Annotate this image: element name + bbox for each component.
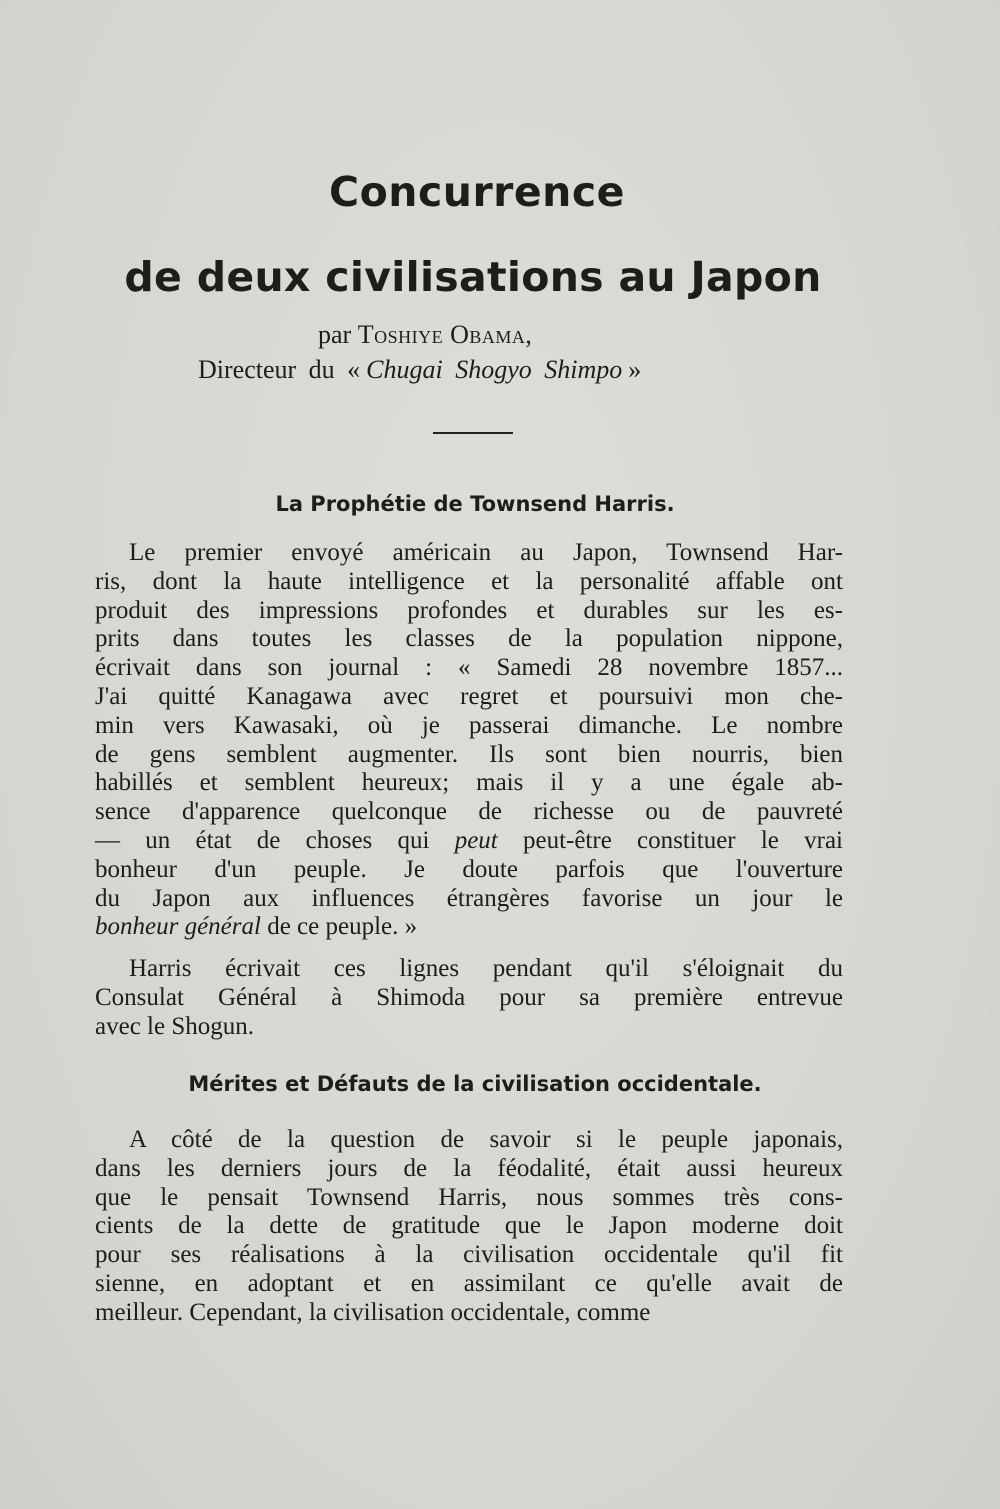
text-segment: produit des impressions profondes et durables sur les es- bbox=[95, 596, 843, 624]
text-segment: sence d'apparence quelconque de richesse ou de pauvreté bbox=[95, 798, 843, 826]
publication-name: Chugai Shogyo Shimpo bbox=[366, 355, 623, 384]
italic-text: peut bbox=[454, 826, 498, 854]
quote-close: » bbox=[628, 355, 642, 384]
article-title-line-2: de deux civilisations au Japon bbox=[124, 253, 822, 301]
text-line bbox=[95, 654, 843, 683]
text-line bbox=[95, 539, 843, 568]
text-line bbox=[95, 741, 843, 770]
text-line bbox=[95, 568, 843, 597]
text-line bbox=[95, 1013, 843, 1042]
text-segment: Le premier envoyé américain au Japon, Townsend Har- bbox=[129, 539, 843, 566]
author-name: Toshiye Obama, bbox=[357, 320, 533, 349]
text-line bbox=[95, 683, 843, 712]
text-line bbox=[95, 885, 843, 914]
text-line bbox=[95, 1155, 843, 1184]
role-prefix: Directeur du bbox=[198, 355, 335, 384]
paragraph bbox=[95, 1126, 843, 1328]
text-line bbox=[95, 1241, 843, 1270]
byline-prefix: par bbox=[318, 320, 352, 349]
text-segment: cients de la dette de gratitude que le Japon moderne doit bbox=[95, 1212, 843, 1240]
text-segment: min vers Kawasaki, où je passerai dimanche. Le nombre bbox=[95, 711, 843, 739]
text-segment: A côté de la question de savoir si le peuple japonais, bbox=[129, 1126, 843, 1153]
text-segment: J'ai quitté Kanagawa avec regret et poursuivi mon che- bbox=[95, 682, 843, 710]
text-line bbox=[95, 827, 843, 856]
text-segment: Consulat Général à Shimoda pour sa première entrevue bbox=[95, 983, 843, 1011]
text-line bbox=[95, 1126, 843, 1155]
text-segment: — un état de choses qui bbox=[95, 826, 455, 854]
text-line bbox=[95, 769, 843, 798]
text-line bbox=[95, 625, 843, 654]
text-segment: meilleur. Cependant, la civilisation occidentale, comme bbox=[95, 1298, 651, 1326]
text-segment: sienne, en adoptant et en assimilant ce qu'elle avait de bbox=[95, 1269, 843, 1297]
article-title-line-1: Concurrence bbox=[329, 168, 625, 216]
text-line bbox=[95, 1270, 843, 1299]
text-line bbox=[95, 1299, 843, 1328]
paragraph bbox=[95, 955, 843, 1041]
text-segment: habillés et semblent heureux; mais il y a une égale ab- bbox=[95, 769, 843, 797]
text-line bbox=[95, 1212, 843, 1241]
text-segment: dans les derniers jours de la féodalité, était aussi heureux bbox=[95, 1154, 843, 1182]
text-segment: de gens semblent augmenter. Ils sont bien nourris, bien bbox=[95, 740, 843, 768]
text-line bbox=[95, 798, 843, 827]
text-line bbox=[95, 856, 843, 885]
text-line bbox=[95, 1184, 843, 1213]
author-role bbox=[198, 355, 641, 385]
text-line bbox=[95, 913, 843, 942]
text-line bbox=[95, 984, 843, 1013]
text-segment: ris, dont la haute intelligence et la personalité affable ont bbox=[95, 567, 843, 595]
text-segment: pour ses réalisations à la civilisation occidentale qu'il fit bbox=[95, 1241, 843, 1269]
text-segment: peut-être constituer le vrai bbox=[497, 826, 843, 854]
text-line bbox=[95, 597, 843, 626]
text-segment: prits dans toutes les classes de la population nippone, bbox=[95, 625, 843, 653]
text-segment: bonheur d'un peuple. Je doute parfois que l'ouverture bbox=[95, 855, 843, 883]
section-heading: Mérites et Défauts de la civilisation occidentale. bbox=[188, 1072, 762, 1096]
byline bbox=[318, 320, 532, 350]
quote-open: « bbox=[347, 355, 361, 384]
section-heading: La Prophétie de Townsend Harris. bbox=[275, 492, 675, 516]
text-segment: que le pensait Townsend Harris, nous sommes très cons- bbox=[95, 1183, 843, 1211]
text-line bbox=[95, 712, 843, 741]
text-segment: du Japon aux influences étrangères favorise un jour le bbox=[95, 884, 843, 912]
text-segment: Harris écrivait ces lignes pendant qu'il s'éloignait du bbox=[129, 955, 843, 982]
text-segment: avec le Shogun. bbox=[95, 1012, 254, 1040]
italic-text: bonheur général bbox=[95, 913, 261, 941]
text-line bbox=[95, 955, 843, 984]
paragraph bbox=[95, 539, 843, 942]
separator-rule bbox=[433, 432, 513, 434]
text-segment: écrivait dans son journal : « Samedi 28 novembre 1857... bbox=[95, 654, 843, 682]
text-segment: de ce peuple. » bbox=[260, 913, 418, 941]
